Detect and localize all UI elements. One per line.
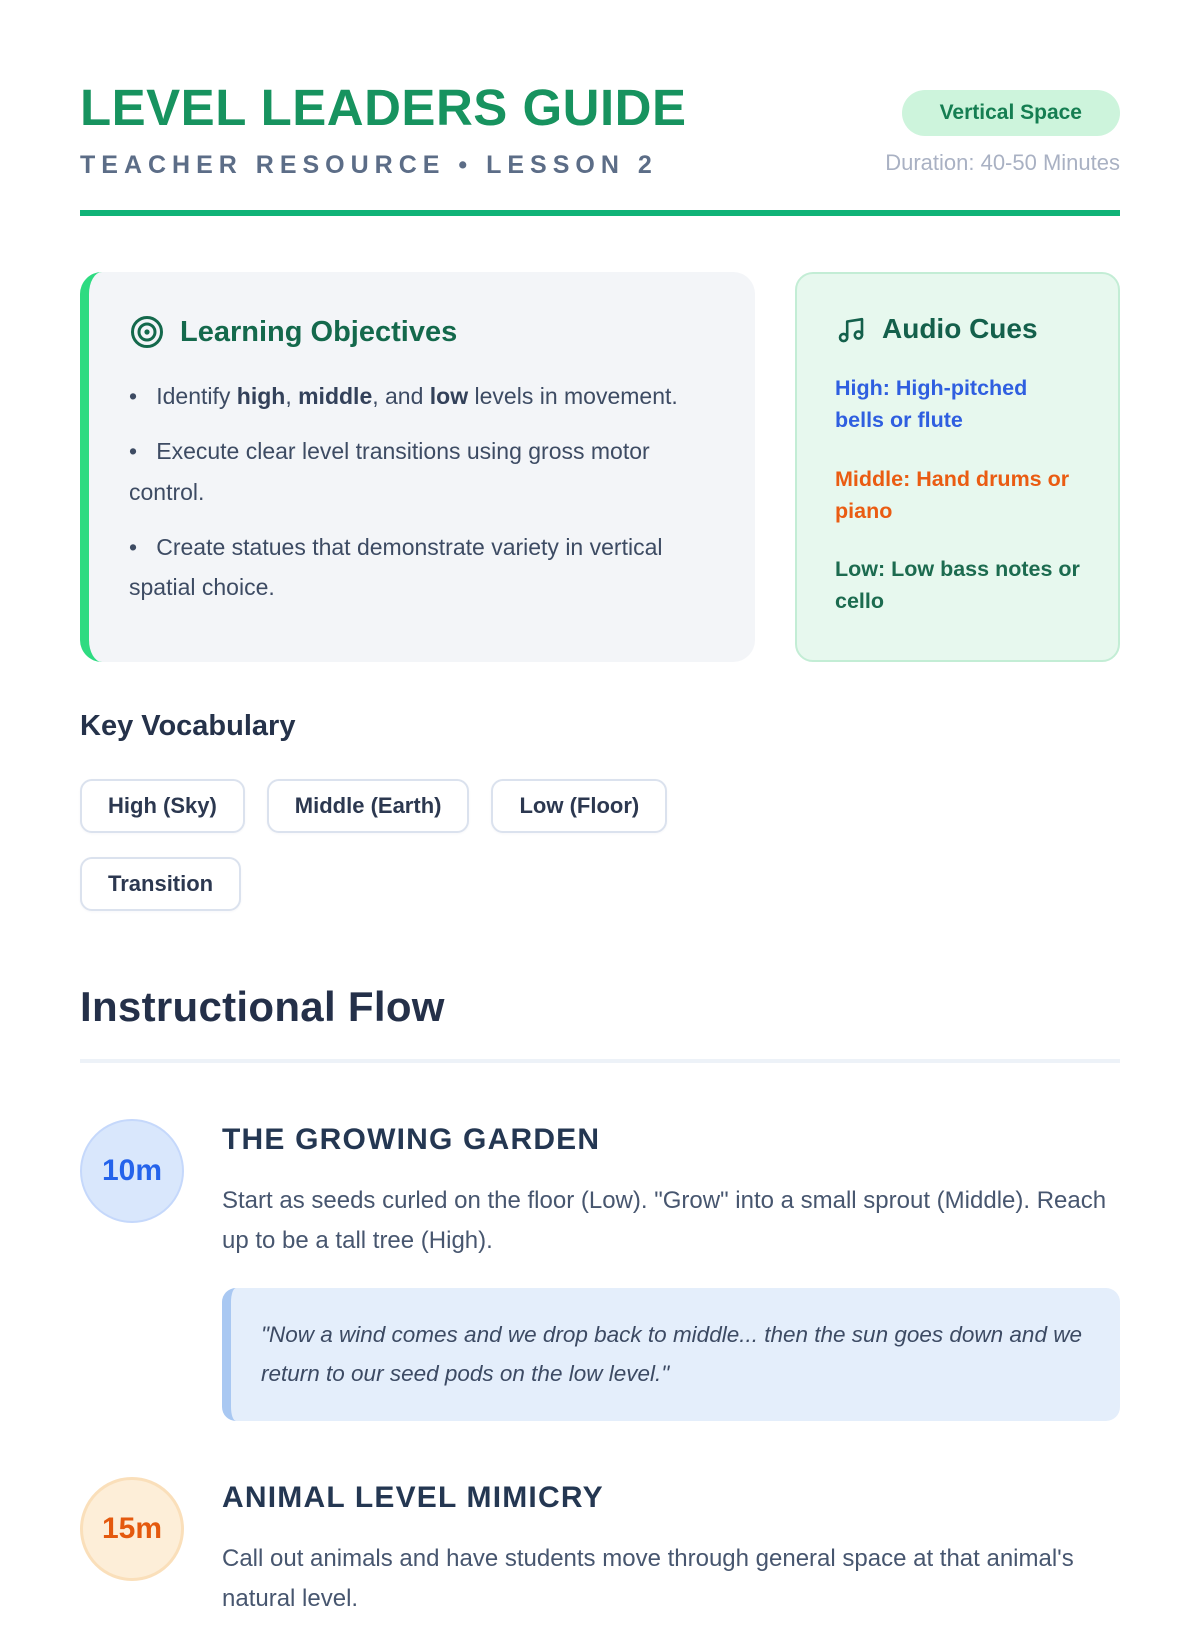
flow-item-description: Call out animals and have students move through general space at that animal's natural level. bbox=[222, 1544, 1074, 1612]
flow-heading: Instructional Flow bbox=[80, 983, 445, 1031]
audio-cues-heading-label: Audio Cues bbox=[882, 313, 1038, 344]
time-badge: 15m bbox=[80, 1477, 184, 1581]
flow-item-title: THE GROWING GARDEN bbox=[222, 1123, 601, 1157]
objectives-list bbox=[129, 376, 711, 607]
flow-item-title: ANIMAL LEVEL MIMICRY bbox=[222, 1480, 604, 1514]
objectives-heading-label: Learning Objectives bbox=[180, 315, 458, 348]
vocabulary-heading: Key Vocabulary bbox=[80, 710, 296, 743]
header-left bbox=[80, 79, 687, 180]
vocabulary-chip-middle: Middle (Earth) bbox=[267, 779, 470, 833]
flow-item-animal-mimicry bbox=[80, 1477, 1120, 1618]
duration-text: Duration: 40-50 Minutes bbox=[885, 150, 1120, 175]
cards-row bbox=[80, 272, 1120, 662]
page-subtitle: TEACHER RESOURCE • LESSON 2 bbox=[80, 151, 658, 179]
vocabulary-chip-transition: Transition bbox=[80, 857, 241, 911]
flow-item-growing-garden bbox=[80, 1119, 1120, 1421]
flow-item-description: Start as seeds curled on the floor (Low). "Grow" into a small sprout (Middle). Reach up to be a tall tree (High). bbox=[222, 1187, 1107, 1254]
objectives-heading bbox=[129, 314, 711, 350]
flow-divider bbox=[80, 1059, 1120, 1063]
teacher-quote: "Now a wind comes and we drop back to middle... then the sun goes down and we return to our seed pods on the low level." bbox=[222, 1288, 1120, 1421]
header bbox=[80, 79, 1120, 180]
objectives-card bbox=[80, 272, 755, 662]
header-right bbox=[885, 82, 1120, 176]
audio-cues-card bbox=[795, 272, 1120, 662]
vocabulary-chips bbox=[80, 779, 780, 911]
audio-cue-high: High: High-pitched bells or flute bbox=[835, 376, 1028, 433]
header-divider bbox=[80, 210, 1120, 216]
vocabulary-chip-low: Low (Floor) bbox=[491, 779, 667, 833]
objective-item: • Execute clear level transitions using gross motor control. bbox=[129, 431, 711, 512]
page-title: LEVEL LEADERS GUIDE bbox=[80, 79, 687, 136]
audio-cues-heading bbox=[835, 312, 1080, 346]
flow-item-body bbox=[222, 1119, 1120, 1421]
audio-cue-middle: Middle: Hand drums or piano bbox=[835, 466, 1070, 523]
objective-item: • Identify high, middle, and low levels in movement. bbox=[129, 376, 711, 416]
music-note-icon bbox=[835, 312, 869, 346]
audio-cue-low: Low: Low bass notes or cello bbox=[835, 557, 1080, 614]
objective-item: • Create statues that demonstrate variety in vertical spatial choice. bbox=[129, 527, 711, 608]
time-badge: 10m bbox=[80, 1119, 184, 1223]
flow-item-body bbox=[222, 1477, 1120, 1618]
bullseye-icon bbox=[129, 314, 165, 350]
focus-badge: Vertical Space bbox=[902, 90, 1120, 136]
vocabulary-chip-high: High (Sky) bbox=[80, 779, 245, 833]
